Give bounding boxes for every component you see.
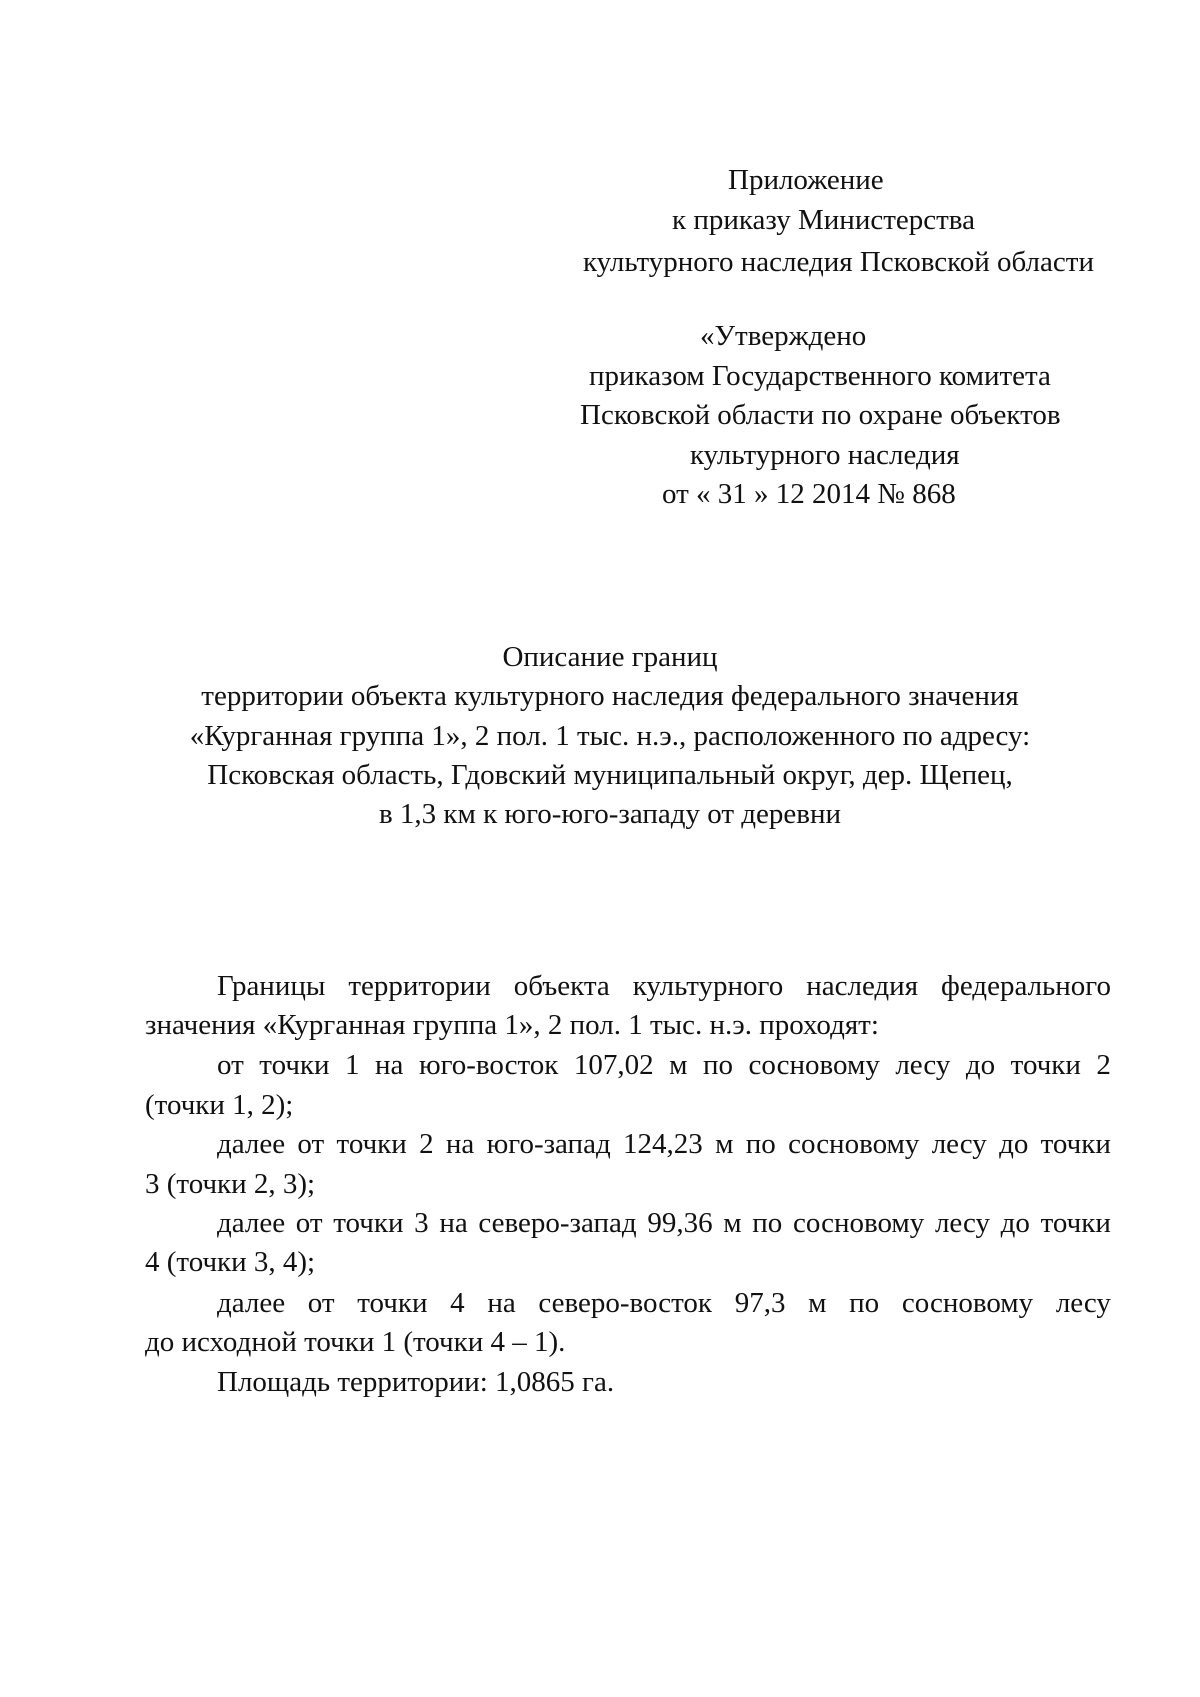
word: 3: [414, 1207, 429, 1239]
appendix-line-3: культурного наследия Псковской области: [583, 246, 1094, 278]
approval-line-5: от « 31 » 12 2014 № 868: [662, 478, 956, 510]
word: на: [375, 1049, 404, 1081]
paragraph-4-line-2: 4 (точки 3, 4);: [145, 1246, 316, 1278]
word: точки: [333, 1207, 404, 1239]
word: территории: [348, 970, 491, 1002]
word: по: [752, 1207, 783, 1239]
word: м: [715, 1128, 734, 1160]
word: сосновому: [901, 1287, 1034, 1319]
approval-line-4: культурного наследия: [690, 439, 960, 471]
word: точки: [357, 1287, 428, 1319]
word: федерального: [941, 970, 1111, 1002]
paragraph-2-line-1: [217, 1045, 1111, 1085]
word: м: [808, 1287, 827, 1319]
word: лесу: [934, 1207, 990, 1239]
word: от: [295, 1207, 323, 1239]
word: точки: [1010, 1049, 1081, 1081]
word: культурного: [632, 970, 784, 1002]
word: от: [217, 1049, 244, 1081]
word: от: [307, 1287, 335, 1319]
word: 4: [450, 1287, 465, 1319]
word: объекта: [513, 970, 610, 1002]
approval-line-3: Псковской области по охране объектов: [580, 399, 1061, 431]
approval-line-1: «Утверждено: [700, 320, 867, 352]
word: Границы: [217, 970, 326, 1002]
approval-line-2: приказом Государственного комитета: [589, 360, 1051, 392]
word: на: [445, 1128, 475, 1160]
word: лесу: [1055, 1287, 1111, 1319]
word: до: [965, 1049, 996, 1081]
title-line-1: Описание границ: [502, 641, 718, 673]
word: точки: [1040, 1128, 1111, 1160]
appendix-line-1: Приложение: [728, 164, 884, 196]
paragraph-1-line-1: [217, 966, 1111, 1006]
area-line: Площадь территории: 1,0865 га.: [217, 1366, 615, 1398]
appendix-line-2: к приказу Министерства: [672, 204, 975, 236]
word: до: [1000, 1207, 1030, 1239]
title-line-5: в 1,3 км к юго-юго-западу от деревни: [378, 798, 842, 830]
word: наследия: [806, 970, 919, 1002]
word: на: [487, 1287, 516, 1319]
word: лесу: [931, 1128, 987, 1160]
word: 1: [345, 1049, 360, 1081]
paragraph-2-line-2: (точки 1, 2);: [145, 1089, 294, 1121]
word: по: [745, 1128, 776, 1160]
word: от: [297, 1128, 325, 1160]
paragraph-1-line-2: значения «Курганная группа 1», 2 пол. 1 тыс. н.э. проходят:: [145, 1009, 879, 1041]
word: сосновому: [748, 1049, 880, 1081]
word: точки: [336, 1128, 407, 1160]
paragraph-5-line-2: до исходной точки 1 (точки 4 – 1).: [145, 1326, 566, 1358]
word: 2: [1096, 1049, 1111, 1081]
word: юго-восток: [418, 1049, 559, 1081]
paragraph-4-line-1: [217, 1203, 1111, 1243]
word: лесу: [895, 1049, 951, 1081]
word: далее: [217, 1287, 286, 1319]
title-line-2: территории объекта культурного наследия федерального значения: [201, 680, 1019, 712]
title-line-4: Псковская область, Гдовский муниципальный округ, дер. Щепец,: [207, 759, 1013, 791]
word: юго-запад: [486, 1128, 611, 1160]
word: далее: [217, 1128, 286, 1160]
title-line-3: «Курганная группа 1», 2 пол. 1 тыс. н.э., расположенного по адресу:: [189, 720, 1031, 752]
paragraph-3-line-1: [217, 1124, 1111, 1164]
word: по: [849, 1287, 880, 1319]
word: далее: [217, 1207, 286, 1239]
word: по: [703, 1049, 734, 1081]
word: 99,36: [647, 1207, 713, 1239]
word: м: [723, 1207, 742, 1239]
word: на: [439, 1207, 468, 1239]
word: сосновому: [792, 1207, 925, 1239]
paragraph-5-line-1: [217, 1283, 1111, 1323]
word: до: [999, 1128, 1029, 1160]
word: 107,02: [573, 1049, 654, 1081]
word: сосновому: [788, 1128, 920, 1160]
word: северо-запад: [478, 1207, 637, 1239]
word: точки: [1040, 1207, 1111, 1239]
word: 2: [419, 1128, 434, 1160]
word: 124,23: [623, 1128, 703, 1160]
word: 97,3: [734, 1287, 786, 1319]
word: м: [669, 1049, 688, 1081]
word: точки: [259, 1049, 330, 1081]
word: северо-восток: [538, 1287, 713, 1319]
paragraph-3-line-2: 3 (точки 2, 3);: [145, 1168, 316, 1200]
